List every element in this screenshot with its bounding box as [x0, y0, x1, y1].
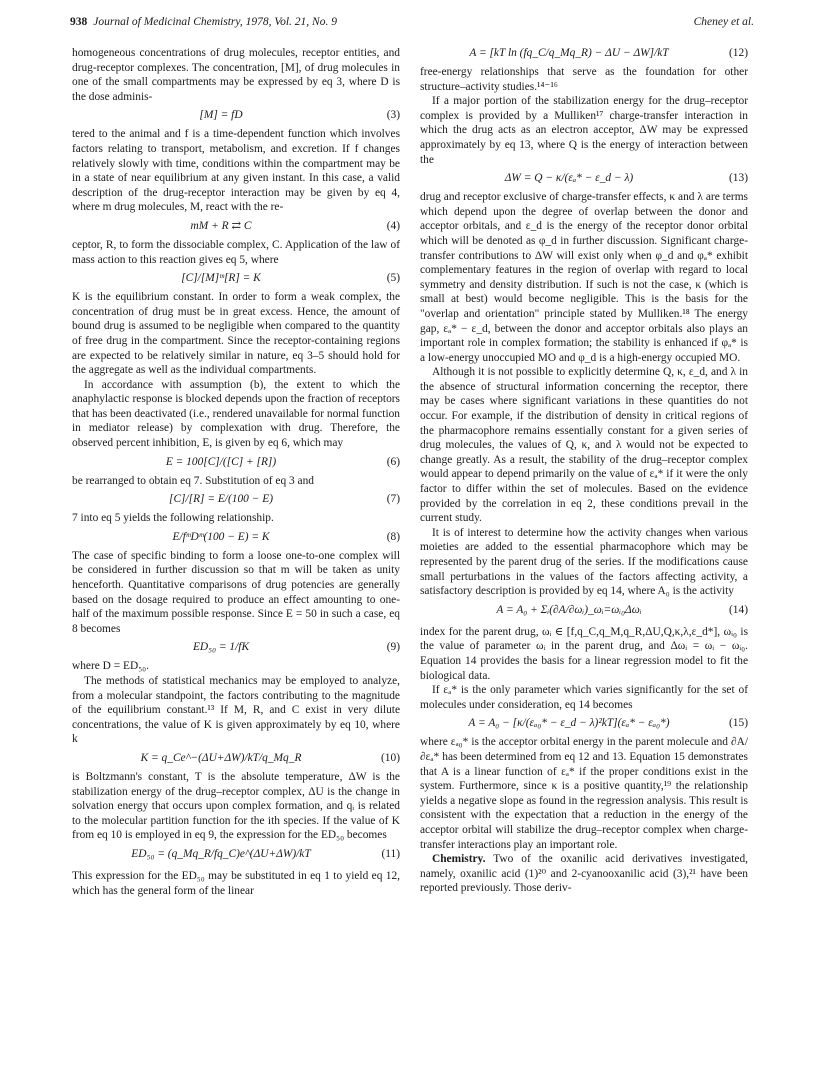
paragraph: The case of specific binding to form a loose one-to-one complex will be considered in further discussion so that m will be taken as unity henceforth. Quantitative comparisons of drug potencies are generally based on the dosage required to produce an effect amounting to one-half of the maximum possible response. Since E = 50 in such a case, eq 8 becomes [72, 549, 400, 635]
paragraph: free-energy relationships that serve as the foundation for other structure–activity studies.¹⁴⁻¹⁶ [420, 66, 748, 93]
equation-9: ED₅₀ = 1/fK (9) [192, 641, 400, 654]
paragraph: where εₐ₀* is the acceptor orbital energy in the parent molecule and ∂A/∂εₐ* has been determined from eq 12 and 13. Equation 15 demonstrates that A is a linear function of εₐ* if the proper conditions exist in the system. Furthermore, since κ is a positive quantity,¹⁹ the relationship yields a negative slope as found in the regression analysis. This result is consistent with the expectation that a reduction in the energy of the acceptor orbital will stabilize the drug–receptor complex when charge-transfer interactions play an important role. [420, 736, 748, 851]
equation-4: mM + R ⇄ C (4) [190, 219, 400, 232]
equation-10: K = q_Ce^−(ΔU+ΔW)/kT/q_Mq_R (10) [140, 751, 400, 764]
equation-8: E/fᵐDᵐ(100 − E) = K (8) [172, 530, 400, 543]
equation-3: [M] = fD (3) [199, 109, 400, 122]
equation-15: A = A₀ − [κ/(εₐ₀* − ε_d − λ)²kT](εₐ* − εₐ₀*) (15) [468, 717, 748, 730]
paragraph: If a major portion of the stabilization energy for the drug–receptor complex is provided by a Mulliken¹⁷ charge-transfer interaction in which the drug acts as an electron acceptor, ΔW may be expressed approximately by eq 13, where Q is the energy of interaction between the [420, 95, 748, 166]
paragraph: This expression for the ED₅₀ may be substituted in eq 1 to yield eq 12, which has the general form of the linear [72, 869, 400, 897]
paragraph: 7 into eq 5 yields the following relationship. [72, 512, 274, 525]
left-column [72, 46, 400, 898]
paragraph: homogeneous concentrations of drug molecules, receptor entities, and drug-receptor complexes. The concentration, [M], of drug molecules in one of the small compartments may be expressed by eq 3, where D is the dose adminis- [72, 47, 400, 103]
paragraph: The methods of statistical mechanics may be employed to analyze, from a molecular standpoint, the factors contributing to the magnitude of the equilibrium constant.¹³ If M, R, and C exist in very dilute concentrations, the value of K is given approximately by eq 10, where k [72, 675, 400, 746]
paragraph: If εₐ* is the only parameter which varies significantly for the set of molecules under consideration, eq 14 becomes [420, 684, 748, 711]
right-column [420, 46, 748, 896]
paragraph: Although it is not possible to explicitly determine Q, κ, ε_d, and λ in the absence of structural information concerning the receptor, there may be cases where significant variations in these quantities do not occur. For example, if the distribution of density in critical regions of the pharmacophore remains essentially constant for a given series of drug molecules, the values of Q, κ, and λ would not be expected to change greatly. As a result, the stability of the drug–receptor complex would appear to depend primarily on the value of εₐ* if it were the only factor to differ within the set of molecules. Based on the evidence provided by the correlation in eq 2, these conditions prevail in the current study. [420, 366, 748, 525]
equation-14: A = A₀ + Σᵢ(∂A/∂ωᵢ)_ωᵢ=ωᵢ₀Δωᵢ (14) [496, 603, 748, 616]
paragraph: In accordance with assumption (b), the extent to which the anaphylactic response is blocked depends upon the fraction of receptors that has been deactivated (i.e., rendered unavailable for normal function in mediator release) by complexation with drug. Therefore, the observed percent inhibition, E, is given by eq 6, which may [72, 378, 400, 450]
equation-13: ΔW = Q − κ/(εₐ* − ε_d − λ) (13) [504, 172, 748, 185]
equation-7: [C]/[R] = E/(100 − E) (7) [169, 493, 400, 506]
journal-citation: Journal of Medicinal Chemistry, 1978, Vol. 21, No. 9 [93, 16, 337, 28]
paragraph: It is of interest to determine how the activity changes when various moieties are added to the essential pharmacophore which may be represented by the parent drug of the series. If the modifications cause small perturbations in the values of the factors affecting activity, a satisfactory description is provided by eq 14, where A₀ is the activity [420, 526, 748, 598]
section-heading-chemistry: Chemistry. [432, 853, 486, 866]
paragraph: is Boltzmann's constant, T is the absolute temperature, ΔW is the stabilization energy of the drug–receptor complex, ΔU is the change in solvation energy that occurs upon complex formation, and qᵢ is related to the molecular partition function for the ith species. If the value of K from eq 10 is employed in eq 9, the expression for the ED₅₀ becomes [72, 770, 400, 842]
paragraph: be rearranged to obtain eq 7. Substitution of eq 3 and [72, 474, 314, 487]
equation-11: ED₅₀ = (q_Mq_R/fq_C)e^(ΔU+ΔW)/kT (11) [131, 847, 400, 860]
paragraph: where D = ED₅₀. [72, 660, 149, 673]
page-header [70, 16, 754, 34]
equation-5: [C]/[M]ᵐ[R] = K (5) [181, 272, 400, 285]
page-number: 938 [70, 16, 88, 28]
running-authors: Cheney et al. [693, 16, 754, 28]
paragraph: tered to the animal and f is a time-dependent function which involves factors relating to transport, metabolism, and excretion. If f changes relatively slowly with time, conditions within the compartment may be in a state of near equilibrium at any given instant. In this case, a valid description of the drug-receptor interaction may be given by eq 4, where m drug molecules, M, react with the re- [72, 128, 400, 214]
equation-6: E = 100[C]/([C] + [R]) (6) [165, 455, 400, 468]
paragraph: K is the equilibrium constant. In order to form a weak complex, the concentration of drug must be in great excess. Hence, the amount of bound drug is assumed to be negligible when compared to the quantity of free drug in the compartment. Since the receptor-containing regions are expected to be relatively similar in nature, eq 3–5 should hold for the aggregate as well as the individual compartments. [72, 291, 400, 377]
paragraph: ceptor, R, to form the dissociable complex, C. Application of the law of mass action to this reaction gives eq 5, where [72, 238, 400, 266]
paragraph: Chemistry. Two of the oxanilic acid derivatives investigated, namely, oxanilic acid (1)²⁰ and 2-cyanooxanilic acid (3),²¹ have been reported previously. Those deriv- [420, 853, 748, 895]
paragraph: index for the parent drug, ωᵢ ∈ [f,q_C,q_M,q_R,ΔU,Q,κ,λ,ε_d*], ωᵢ₀ is the value of parameter ωᵢ in the parent drug, and Δωᵢ = ωᵢ − ωᵢ₀. Equation 14 provides the basis for a linear regression model to fit the biological data. [420, 625, 748, 682]
paragraph: drug and receptor exclusive of charge-transfer effects, κ and λ are terms which depend upon the degree of overlap between the donor and acceptor orbitals, and ε_d is the energy of the receptor donor orbital which will be denoted as φ_d in further discussion. Significant charge-transfer contributions to ΔW will exist only when φ_d and φₐ* exhibit complementary features in the region of overlap with regard to local symmetry and density distribution. If such is not the case, κ (which is small at best) would become negligible. This is the basis for the "overlap and orientation" principle stated by Mulliken.¹⁸ The energy gap, εₐ* − ε_d, between the donor and acceptor orbitals also plays an important role in complex formation; the stability is enhanced if φₐ* is a low-energy unoccupied MO and φ_d is a high-energy occupied MO. [420, 191, 748, 364]
equation-12: A = [kT ln (fq_C/q_Mq_R) − ΔU − ΔW]/kT (12) [469, 47, 748, 59]
